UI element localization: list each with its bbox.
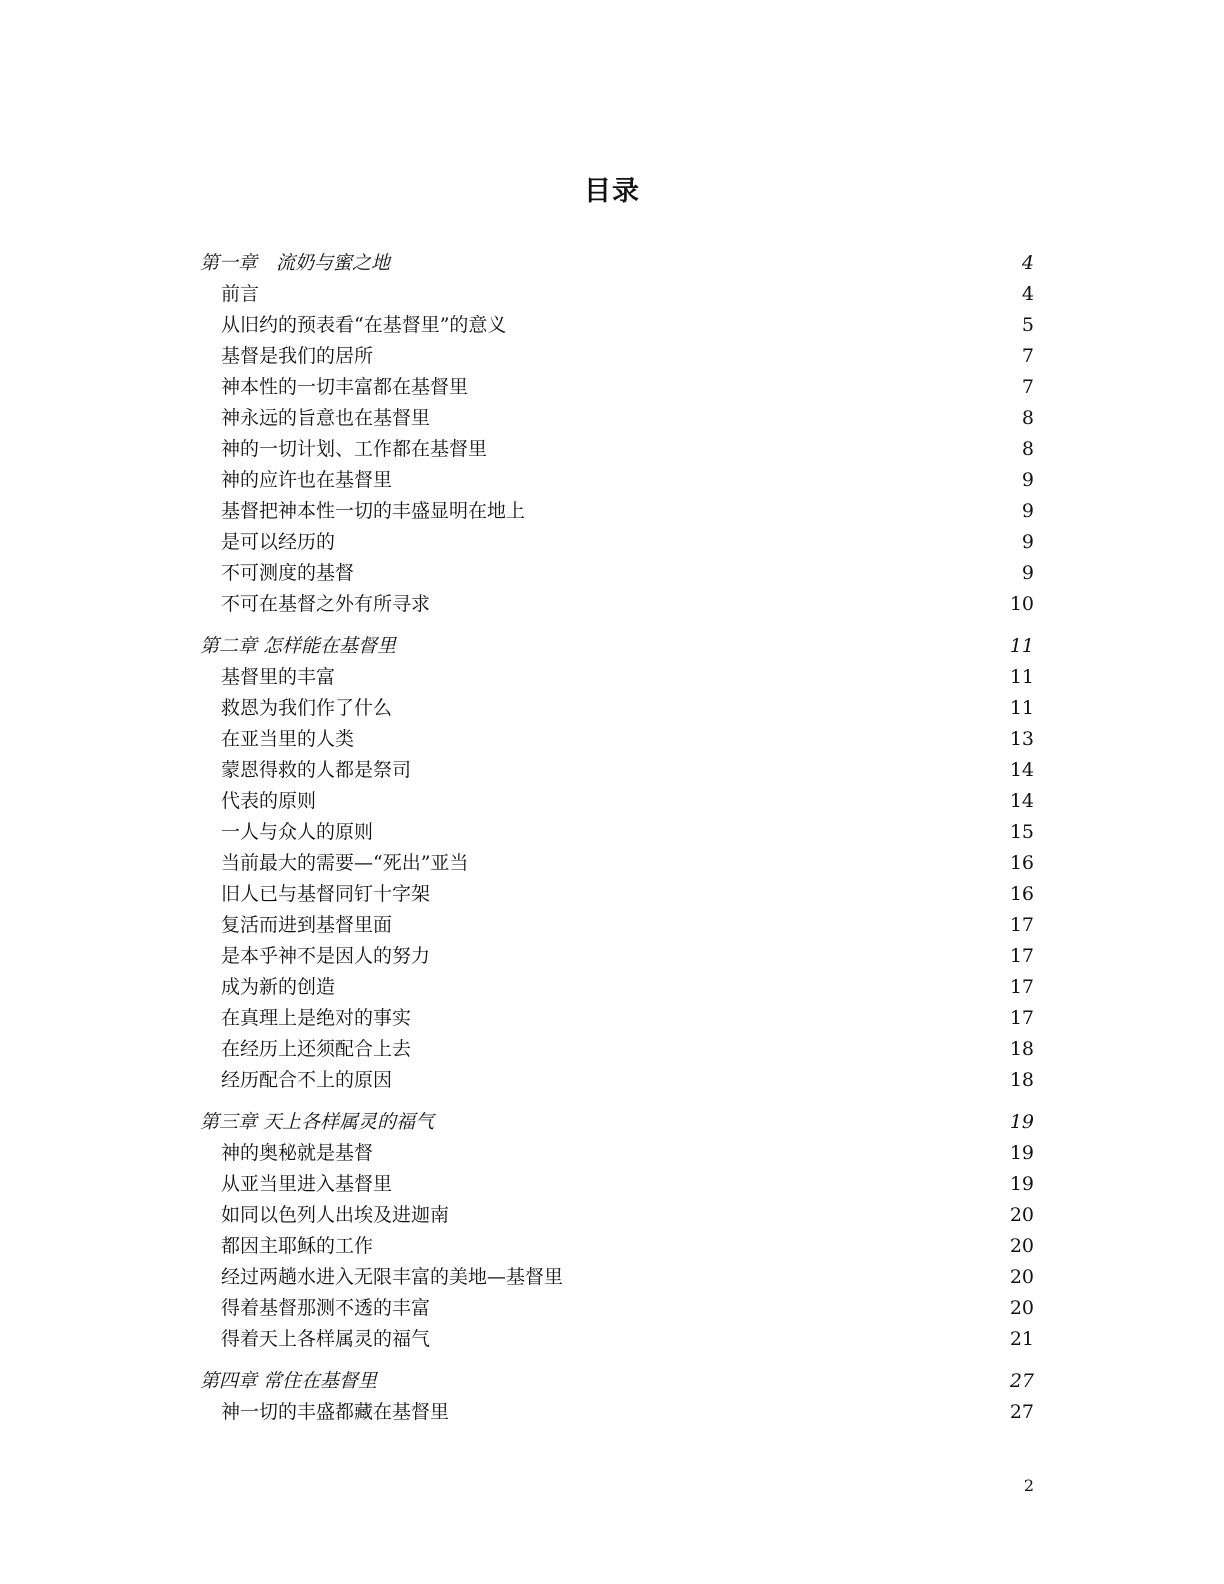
section-title: 神的奥秘就是基督 bbox=[221, 1142, 374, 1164]
section-title: 神永远的旨意也在基督里 bbox=[221, 407, 431, 429]
toc-section-entry[interactable] bbox=[200, 848, 1034, 879]
toc-chapter bbox=[200, 1107, 1034, 1355]
toc-section-entry[interactable] bbox=[200, 527, 1034, 558]
toc-chapter-entry[interactable] bbox=[200, 631, 1034, 662]
toc-chapter-entry[interactable] bbox=[200, 1366, 1034, 1397]
toc-section-entry[interactable] bbox=[200, 372, 1034, 403]
section-page-number: 7 bbox=[1021, 376, 1034, 398]
toc-section-entry[interactable] bbox=[200, 1231, 1034, 1262]
section-page-number: 19 bbox=[1009, 1142, 1034, 1164]
section-title: 基督里的丰富 bbox=[221, 666, 336, 688]
toc-chapter-entry[interactable] bbox=[200, 1107, 1034, 1138]
section-page-number: 17 bbox=[1009, 914, 1034, 936]
chapter-page-number: 11 bbox=[1009, 635, 1034, 657]
section-page-number: 10 bbox=[1009, 593, 1034, 615]
toc-chapter-entry[interactable] bbox=[200, 248, 1034, 279]
section-title: 基督是我们的居所 bbox=[221, 345, 374, 367]
chapter-page-number: 27 bbox=[1009, 1370, 1034, 1392]
section-title: 是可以经历的 bbox=[221, 531, 336, 553]
toc-section-entry[interactable] bbox=[200, 589, 1034, 620]
section-page-number: 17 bbox=[1009, 945, 1034, 967]
section-title: 不可测度的基督 bbox=[221, 562, 355, 584]
toc-section-entry[interactable] bbox=[200, 755, 1034, 786]
section-title: 神的应许也在基督里 bbox=[221, 469, 393, 491]
section-title: 在真理上是绝对的事实 bbox=[221, 1007, 412, 1029]
toc-section-entry[interactable] bbox=[200, 879, 1034, 910]
section-page-number: 27 bbox=[1009, 1401, 1034, 1423]
section-page-number: 9 bbox=[1021, 469, 1034, 491]
toc-section-entry[interactable] bbox=[200, 1262, 1034, 1293]
section-page-number: 20 bbox=[1009, 1266, 1034, 1288]
chapter-title: 第一章 流奶与蜜之地 bbox=[200, 252, 391, 274]
section-title: 神本性的一切丰富都在基督里 bbox=[221, 376, 469, 398]
chapter-title: 第三章 天上各样属灵的福气 bbox=[200, 1111, 435, 1133]
toc-section-entry[interactable] bbox=[200, 817, 1034, 848]
section-title: 是本乎神不是因人的努力 bbox=[221, 945, 431, 967]
section-page-number: 18 bbox=[1009, 1038, 1034, 1060]
section-title: 得着基督那测不透的丰富 bbox=[221, 1297, 431, 1319]
toc-section-entry[interactable] bbox=[200, 341, 1034, 372]
toc-section-entry[interactable] bbox=[200, 434, 1034, 465]
toc-section-entry[interactable] bbox=[200, 941, 1034, 972]
section-title: 如同以色列人出埃及进迦南 bbox=[221, 1204, 450, 1226]
toc-section-entry[interactable] bbox=[200, 1034, 1034, 1065]
toc-section-entry[interactable] bbox=[200, 465, 1034, 496]
section-page-number: 9 bbox=[1021, 562, 1034, 584]
toc-chapter bbox=[200, 631, 1034, 1096]
section-page-number: 17 bbox=[1009, 1007, 1034, 1029]
toc-section-entry[interactable] bbox=[200, 662, 1034, 693]
section-title: 在经历上还须配合上去 bbox=[221, 1038, 412, 1060]
chapter-page-number: 4 bbox=[1021, 252, 1034, 274]
section-page-number: 8 bbox=[1021, 438, 1034, 460]
toc-chapter bbox=[200, 248, 1034, 620]
section-page-number: 7 bbox=[1021, 345, 1034, 367]
toc-section-entry[interactable] bbox=[200, 1324, 1034, 1355]
section-page-number: 18 bbox=[1009, 1069, 1034, 1091]
page-title: 目录 bbox=[584, 176, 640, 207]
section-page-number: 13 bbox=[1009, 728, 1034, 750]
section-title: 前言 bbox=[221, 283, 260, 305]
section-page-number: 8 bbox=[1021, 407, 1034, 429]
section-page-number: 20 bbox=[1009, 1297, 1034, 1319]
section-title: 一人与众人的原则 bbox=[221, 821, 374, 843]
section-title: 经过两趟水进入无限丰富的美地—基督里 bbox=[221, 1266, 564, 1288]
section-page-number: 20 bbox=[1009, 1204, 1034, 1226]
section-title: 救恩为我们作了什么 bbox=[221, 697, 393, 719]
section-title: 从亚当里进入基督里 bbox=[221, 1173, 393, 1195]
section-page-number: 14 bbox=[1009, 790, 1034, 812]
section-page-number: 9 bbox=[1021, 500, 1034, 522]
section-page-number: 5 bbox=[1021, 314, 1034, 336]
section-title: 成为新的创造 bbox=[221, 976, 336, 998]
toc-section-entry[interactable] bbox=[200, 972, 1034, 1003]
section-title: 代表的原则 bbox=[221, 790, 317, 812]
toc-section-entry[interactable] bbox=[200, 724, 1034, 755]
section-page-number: 11 bbox=[1009, 666, 1034, 688]
toc-section-entry[interactable] bbox=[200, 786, 1034, 817]
toc-section-entry[interactable] bbox=[200, 1200, 1034, 1231]
section-title: 神的一切计划、工作都在基督里 bbox=[221, 438, 488, 460]
section-title: 旧人已与基督同钉十字架 bbox=[221, 883, 431, 905]
table-of-contents bbox=[200, 248, 1034, 1428]
section-page-number: 14 bbox=[1009, 759, 1034, 781]
section-page-number: 9 bbox=[1021, 531, 1034, 553]
section-title: 基督把神本性一切的丰盛显明在地上 bbox=[221, 500, 526, 522]
section-title: 当前最大的需要—“死出”亚当 bbox=[221, 852, 469, 874]
section-page-number: 11 bbox=[1009, 697, 1034, 719]
chapter-page-number: 19 bbox=[1009, 1111, 1034, 1133]
toc-section-entry[interactable] bbox=[200, 1065, 1034, 1096]
toc-section-entry[interactable] bbox=[200, 693, 1034, 724]
section-page-number: 15 bbox=[1009, 821, 1034, 843]
section-title: 经历配合不上的原因 bbox=[221, 1069, 393, 1091]
section-title: 复活而进到基督里面 bbox=[221, 914, 393, 936]
chapter-title: 第二章 怎样能在基督里 bbox=[200, 635, 397, 657]
toc-section-entry[interactable] bbox=[200, 558, 1034, 589]
section-title: 神一切的丰盛都藏在基督里 bbox=[221, 1401, 450, 1423]
toc-section-entry[interactable] bbox=[200, 1293, 1034, 1324]
toc-section-entry[interactable] bbox=[200, 496, 1034, 527]
toc-section-entry[interactable] bbox=[200, 310, 1034, 341]
toc-section-entry[interactable] bbox=[200, 910, 1034, 941]
section-title: 在亚当里的人类 bbox=[221, 728, 355, 750]
section-page-number: 20 bbox=[1009, 1235, 1034, 1257]
toc-section-entry[interactable] bbox=[200, 1397, 1034, 1428]
section-title: 得着天上各样属灵的福气 bbox=[221, 1328, 431, 1350]
section-page-number: 17 bbox=[1009, 976, 1034, 998]
page-number: 2 bbox=[1023, 1476, 1034, 1495]
section-title: 从旧约的预表看“在基督里”的意义 bbox=[221, 314, 507, 336]
chapter-title: 第四章 常住在基督里 bbox=[200, 1370, 378, 1392]
section-title: 都因主耶稣的工作 bbox=[221, 1235, 374, 1257]
toc-section-entry[interactable] bbox=[200, 1003, 1034, 1034]
toc-section-entry[interactable] bbox=[200, 1169, 1034, 1200]
toc-chapter bbox=[200, 1366, 1034, 1428]
section-page-number: 19 bbox=[1009, 1173, 1034, 1195]
toc-section-entry[interactable] bbox=[200, 1138, 1034, 1169]
toc-section-entry[interactable] bbox=[200, 279, 1034, 310]
toc-section-entry[interactable] bbox=[200, 403, 1034, 434]
section-title: 蒙恩得救的人都是祭司 bbox=[221, 759, 412, 781]
section-title: 不可在基督之外有所寻求 bbox=[221, 593, 431, 615]
section-page-number: 16 bbox=[1009, 883, 1034, 905]
section-page-number: 16 bbox=[1009, 852, 1034, 874]
section-page-number: 4 bbox=[1021, 283, 1034, 305]
section-page-number: 21 bbox=[1009, 1328, 1034, 1350]
